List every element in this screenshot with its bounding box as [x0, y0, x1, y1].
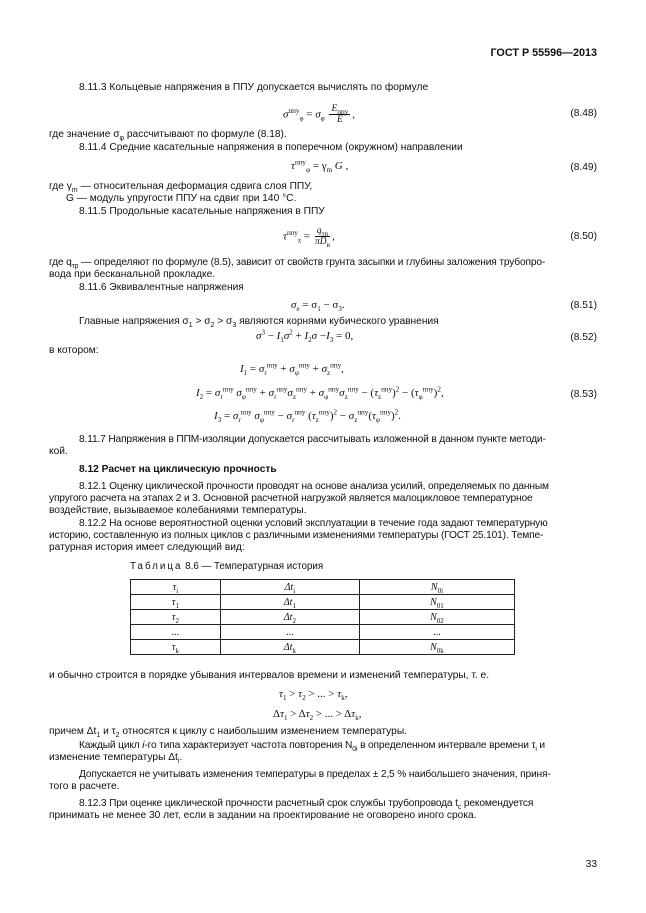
- in-which: в котором:: [49, 345, 99, 356]
- table-row: [131, 595, 515, 610]
- def-q-tr-line2: вода при бесканальной прокладке.: [49, 269, 216, 280]
- equation-I3: $I_3 = \sigma_r^{ппу}$ $\sigma_\varphi^{ппу} - \sigma_r^{ппу}$ $(\tau_z^{ппу})^2 - \sigma_z^{ппу}(\tau_\varphi^{ппу})^2$.: [214, 408, 401, 425]
- equation-number-8-49: (8.49): [570, 162, 597, 173]
- table-cell: $\tau_k$: [131, 640, 221, 655]
- para-8-11-7-line2: кой.: [49, 446, 68, 457]
- para-order: и обычно строится в порядке убывания интервалов времени и изменений температуры, т. е.: [49, 670, 490, 681]
- table-cell: $N_{0k}$: [359, 640, 514, 655]
- table-cell: ...: [131, 625, 221, 640]
- equation-8-52: $\sigma^3 - I_1\sigma^2 + I_2\sigma -I_3 = 0$,: [256, 328, 354, 345]
- table-cell: ...: [220, 625, 359, 640]
- table-cell: $\Delta t_2$: [220, 610, 359, 625]
- equation-number-8-53: (8.53): [570, 389, 597, 400]
- para-8-11-7: 8.11.7 Напряжения в ППМ-изоляции допускается рассчитывать изложенной в данном пункте методи-: [79, 434, 546, 445]
- def-gamma-m: где $\gamma_m$ — относительная деформация сдвига слоя ППУ,: [49, 181, 313, 195]
- table-caption: Таблица 8.6 — Температурная история: [130, 561, 324, 572]
- equation-number-8-52: (8.52): [570, 332, 597, 343]
- equation-8-51: $\sigma_е = \sigma_1 - \sigma_3$.: [291, 299, 345, 314]
- table-cell: $N_{01}$: [359, 595, 514, 610]
- table-row: [131, 610, 515, 625]
- table-cell: $\Delta t_1$: [220, 595, 359, 610]
- temperature-history-table: [130, 579, 515, 655]
- para-8-12-1-line3: воздействие, вызываемое колебаниями температуры.: [49, 505, 307, 516]
- table-cell: $\tau_2$: [131, 610, 221, 625]
- table-row: [131, 580, 515, 595]
- table-cell: $\Delta t_i$: [220, 580, 359, 595]
- para-8-11-4: 8.11.4 Средние касательные напряжения в поперечном (окружном) направлении: [79, 142, 463, 153]
- page-number: 33: [585, 859, 597, 870]
- equation-tau-order: $\tau_1 > \tau_2$ > ... > $\tau_k$,: [279, 688, 348, 703]
- equation-number-8-51: (8.51): [570, 300, 597, 311]
- table-cell: $\Delta t_k$: [220, 640, 359, 655]
- def-q-tr: где $q_{тр}$ — определяют по формуле (8.5), зависит от свойств грунта засыпки и глубины заложения трубопро-: [49, 257, 546, 271]
- para-8-12-1-line2: упругого расчета на этапах 2 и 3. Основной расчетной нагрузкой является малоцикловое температурное: [49, 493, 533, 504]
- table-cell: $N_{0i}$: [359, 580, 514, 595]
- def-G: G — модуль упругости ППУ на сдвиг при 140 °С.: [66, 193, 297, 204]
- equation-I2: $I_2 = \sigma_r^{ппу}$ $\sigma_\varphi^{ппу} + \sigma_r^{ппу}\sigma_z^{ппу} + \sigma_\varphi^{ппу}\sigma_z^{ппу} - (\tau_z^{ппу})^2 - (\tau_\varphi^{ппу})^2$,: [196, 385, 444, 402]
- para-8-12-3-line1: 8.12.3 При оценке циклической прочности расчетный срок службы трубопровода $t_c$ рекомендуется: [79, 798, 534, 812]
- para-8-11-6: 8.11.6 Эквивалентные напряжения: [79, 282, 244, 293]
- para-8-11-3: 8.11.3 Кольцевые напряжения в ППУ допускается вычислять по формуле: [79, 82, 429, 93]
- para-cycle-line2: изменение температуры $\Delta t_i$.: [49, 752, 183, 766]
- where-sigma-phi: где значение $\sigma_\varphi$ рассчитывают по формуле (8.18).: [49, 129, 287, 143]
- para-principal-stresses: Главные напряжения $\sigma_1 > \sigma_2 > \sigma_3$ являются корнями кубического уравнения: [79, 316, 439, 330]
- section-heading-8-12: 8.12 Расчет на циклическую прочность: [79, 464, 277, 475]
- equation-number-8-48: (8.48): [570, 108, 597, 119]
- para-prichem: причем $\Delta t_1$ и $\tau_2$ относятся к циклу с наибольшим изменением температуры.: [49, 726, 407, 740]
- para-8-12-2-line2: историю, составленную из полных циклов с различными изменениями температуры (ГОСТ 25.101). Темпе-: [49, 530, 544, 541]
- equation-8-48: $\sigma^{ппу}_\varphi = \sigma_\varphi$ $\frac{E_{ппу}}{E}$ ,: [283, 104, 355, 125]
- table-cell: $\tau_1$: [131, 595, 221, 610]
- equation-dtau-order: $\Delta\tau_1 > \Delta\tau_2$ > ... > $\Delta\tau_k$,: [273, 708, 362, 723]
- equation-number-8-50: (8.50): [570, 231, 597, 242]
- para-8-12-2-line1: 8.12.2 На основе вероятностной оценки условий эксплуатации в течение года задают температурную: [79, 518, 548, 529]
- equation-8-50: $\tau^{ппу}_z$ = $\frac{q_{тр}}{\pi D_в}$ ,: [283, 226, 335, 249]
- document-id: ГОСТ Р 55596—2013: [490, 47, 597, 59]
- table-row: [131, 640, 515, 655]
- equation-8-49: $\tau^{ппу}_\varphi = \gamma_m$ G ,: [291, 158, 349, 175]
- para-8-12-3-line2: принимать не менее 30 лет, если в задании на проектирование не оговорено иного срока.: [49, 810, 477, 821]
- table-cell: $\tau_i$: [131, 580, 221, 595]
- para-8-12-1-line1: 8.12.1 Оценку циклической прочности проводят на основе анализа усилий, определяемых по данным: [79, 481, 549, 492]
- equation-I1: $I_1 = \sigma_r^{ппу} + \sigma_\varphi^{ппу} + \sigma_z^{ппу}$,: [240, 361, 344, 378]
- para-cycle-line1: Каждый цикл i-го типа характеризует частота повторения $N_{0i}$ в определенном интервале времени $\tau_i$ и: [79, 740, 545, 754]
- table-cell: $N_{02}$: [359, 610, 514, 625]
- table-row: [131, 625, 515, 640]
- para-allow-line1: Допускается не учитывать изменения температуры в пределах ± 2,5 % наибольшего значения, приня-: [79, 769, 551, 780]
- para-8-12-2-line3: ратурная история имеет следующий вид:: [49, 542, 245, 553]
- para-allow-line2: того в расчете.: [49, 781, 120, 792]
- para-8-11-5: 8.11.5 Продольные касательные напряжения в ППУ: [79, 206, 325, 217]
- table-cell: ...: [359, 625, 514, 640]
